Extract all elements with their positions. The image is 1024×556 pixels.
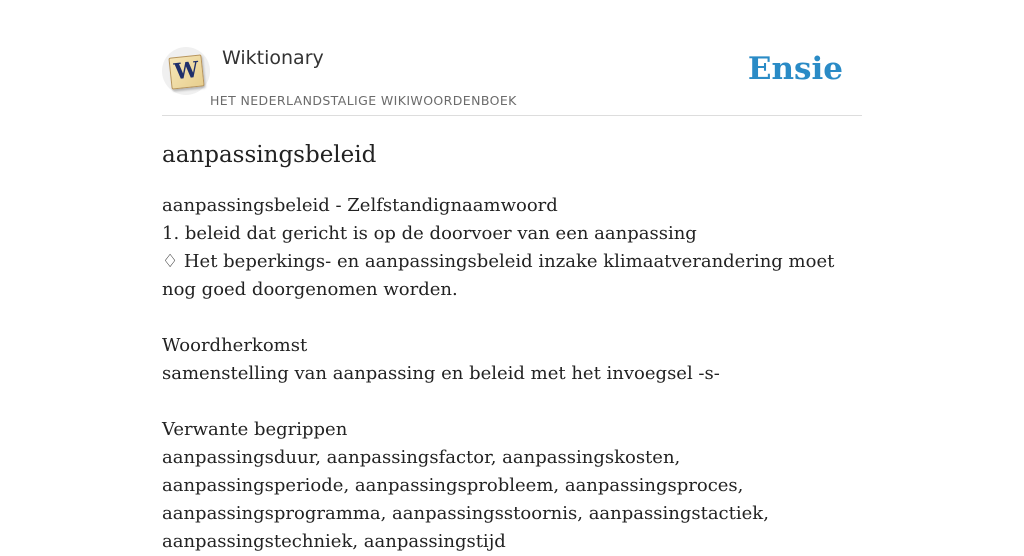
wiktionary-tile-icon	[168, 54, 204, 89]
spacer	[162, 304, 862, 332]
etymology-heading: Woordherkomst	[162, 335, 308, 356]
example-sentence: ♢ Het beperkings- en aanpassingsbeleid inzake klimaatverandering moet nog goed doorgenomen worden.	[162, 251, 835, 300]
related-heading: Verwante begrippen	[162, 419, 348, 440]
site-subtitle: HET NEDERLANDSTALIGE WIKIWOORDENBOEK	[210, 93, 517, 108]
wiktionary-logo[interactable]	[162, 47, 210, 95]
site-header	[162, 0, 862, 116]
etymology-text: samenstelling van aanpassing en beleid met het invoegsel -s-	[162, 363, 720, 384]
page	[162, 0, 862, 552]
ensie-brand-link[interactable]: Ensie	[747, 51, 843, 87]
entry-content	[162, 192, 862, 556]
word-type-line: aanpassingsbeleid - Zelfstandignaamwoord	[162, 195, 558, 216]
spacer	[162, 388, 862, 416]
site-title[interactable]: Wiktionary	[222, 47, 324, 69]
related-terms: aanpassingsduur, aanpassingsfactor, aanpassingskosten, aanpassingsperiode, aanpassingsprobleem, aanpassingsproces, aanpassingsprogramma, aanpassingsstoornis, aanpassingstactiek, aanpassingstechniek, aanpassingstijd	[162, 447, 769, 552]
logo-letter: W	[172, 56, 201, 86]
definition: 1. beleid dat gericht is op de doorvoer van een aanpassing	[162, 223, 697, 244]
page-title: aanpassingsbeleid	[162, 142, 377, 168]
